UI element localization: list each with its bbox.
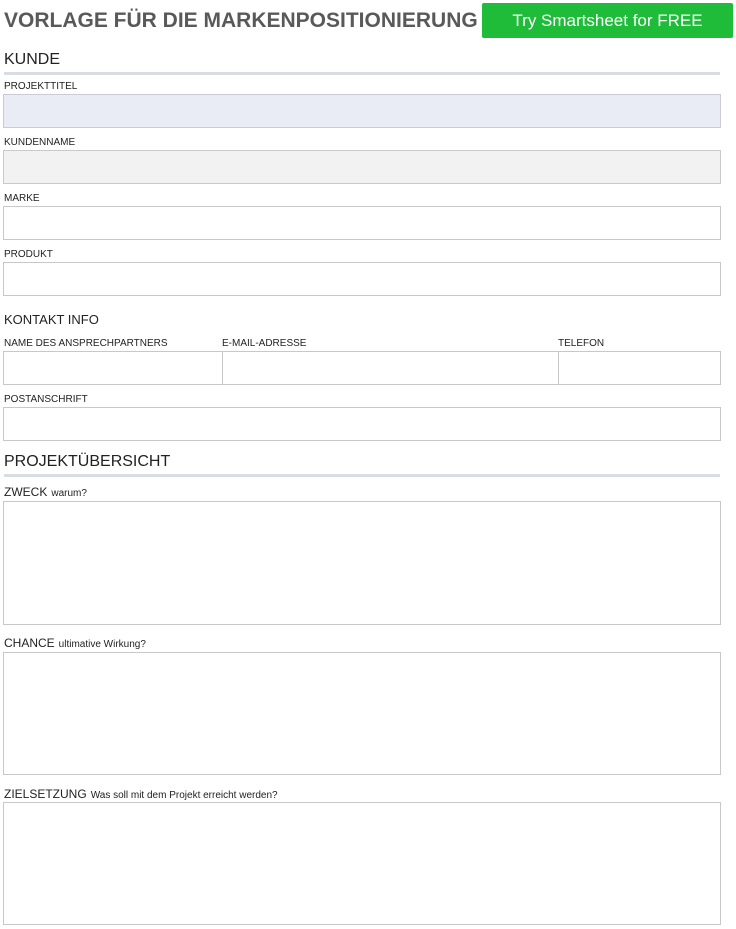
marke-field[interactable] bbox=[3, 206, 721, 240]
email-field[interactable] bbox=[223, 352, 559, 384]
try-smartsheet-button[interactable]: Try Smartsheet for FREE bbox=[482, 3, 733, 38]
postanschrift-field[interactable] bbox=[3, 407, 721, 441]
kundenname-field[interactable] bbox=[3, 150, 721, 184]
zweck-label bbox=[4, 485, 87, 499]
zielsetzung-label bbox=[4, 787, 278, 801]
zielsetzung-textarea[interactable] bbox=[3, 802, 721, 925]
chance-label bbox=[4, 636, 146, 650]
telefon-label: TELEFON bbox=[558, 338, 605, 349]
zweck-label-text: ZWECK bbox=[4, 485, 48, 499]
produkt-field[interactable] bbox=[3, 262, 721, 296]
chance-hint: ultimative Wirkung? bbox=[58, 639, 146, 650]
zielsetzung-hint: Was soll mit dem Projekt erreicht werden? bbox=[90, 790, 278, 801]
section-heading-kunde: KUNDE bbox=[4, 51, 720, 75]
projekttitel-label: PROJEKTTITEL bbox=[4, 81, 78, 92]
zielsetzung-label-text: ZIELSETZUNG bbox=[4, 787, 87, 801]
zweck-textarea[interactable] bbox=[3, 501, 721, 625]
section-heading-kontakt: KONTAKT INFO bbox=[4, 312, 99, 327]
kundenname-label: KUNDENNAME bbox=[4, 137, 76, 148]
kontakt-row bbox=[3, 351, 721, 385]
produkt-label: PRODUKT bbox=[4, 249, 53, 260]
projekttitel-field[interactable] bbox=[3, 94, 721, 128]
marke-label: MARKE bbox=[4, 193, 40, 204]
postanschrift-label: POSTANSCHRIFT bbox=[4, 394, 88, 405]
zweck-hint: warum? bbox=[51, 488, 87, 499]
ansprechpartner-label: NAME DES ANSPRECHPARTNERS bbox=[4, 338, 168, 349]
page-title: VORLAGE FÜR DIE MARKENPOSITIONIERUNG bbox=[4, 9, 478, 32]
chance-label-text: CHANCE bbox=[4, 636, 55, 650]
chance-textarea[interactable] bbox=[3, 652, 721, 775]
email-label: E-MAIL-ADRESSE bbox=[222, 338, 307, 349]
telefon-field[interactable] bbox=[559, 352, 720, 384]
section-heading-uebersicht: PROJEKTÜBERSICHT bbox=[4, 453, 720, 477]
ansprechpartner-field[interactable] bbox=[4, 352, 223, 384]
